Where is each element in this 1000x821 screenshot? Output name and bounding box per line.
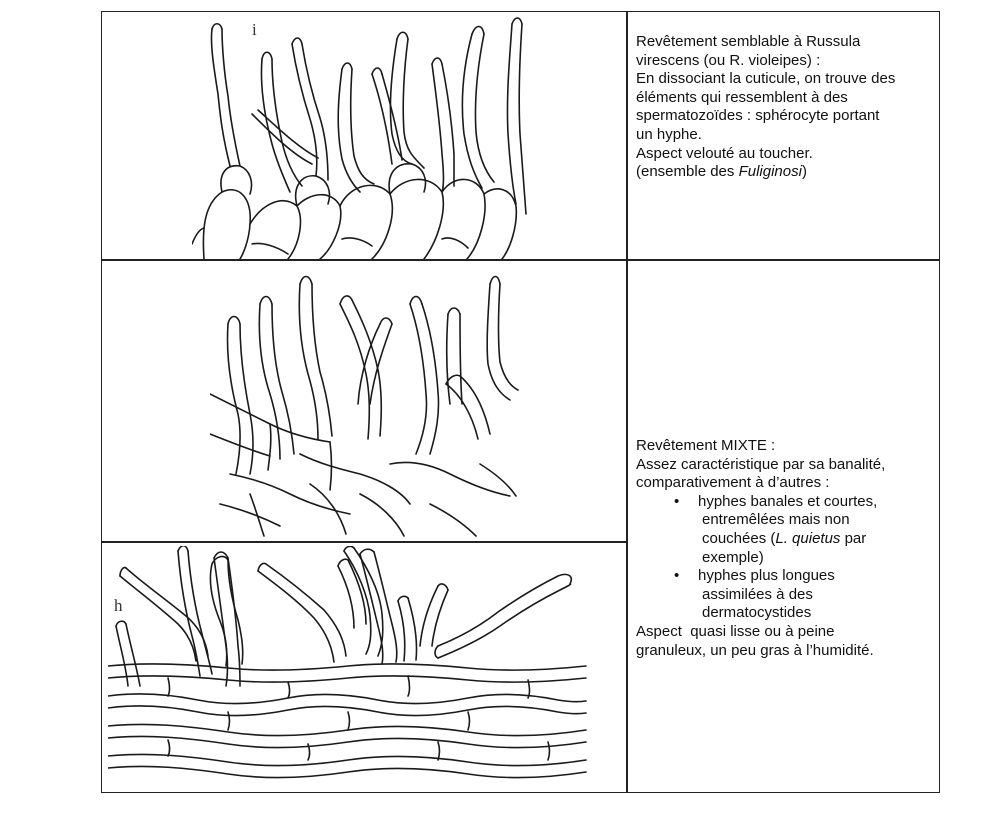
bullet-1-line-1: hyphes banales et courtes,: [698, 492, 878, 510]
row1-line-5: spermatozoïdes : sphérocyte portant: [636, 107, 880, 125]
figure-h-upright-hyphae: [116, 546, 448, 686]
row1-line-4: éléments qui ressemblent à des: [636, 88, 848, 106]
row1-line-7: Aspect velouté au toucher.: [636, 144, 813, 162]
l-quietus-italic: L. quietus: [775, 529, 841, 547]
figure-i-cells: [192, 164, 516, 259]
description-row-1: [636, 33, 936, 182]
bullet-1-line-2: entremêlées mais non: [702, 511, 850, 529]
bullet-item-1: [636, 493, 936, 567]
row2-intro-2: Assez caractéristique par sa banalité,: [636, 455, 886, 473]
bullet-2-line-1: hyphes plus longues: [698, 567, 835, 585]
row1-line-8: (ensemble des Fuliginosi): [636, 163, 807, 181]
row1-line-6: un hyphe.: [636, 125, 702, 143]
row2-intro-1: Revêtement MIXTE :: [636, 437, 776, 454]
row-divider-2-left: [101, 541, 627, 543]
row1-line-2: virescens (ou R. violeipes) :: [636, 51, 821, 69]
description-row-2: [636, 437, 936, 660]
row2-bullet-list: [636, 493, 936, 623]
figure-i-hyphae: [211, 18, 526, 214]
bullet-1-symbol: •: [674, 492, 680, 510]
bullet-2-line-2: assimilées à des: [702, 585, 813, 603]
row1-line-3: En dissociant la cuticule, on trouve des: [636, 70, 896, 88]
figure-h-label: h: [114, 596, 123, 615]
row2-outro-2: granuleux, un peu gras à l’humidité.: [636, 641, 874, 659]
figure-h-drawing: [108, 546, 588, 786]
figure-i-drawing: [192, 14, 537, 259]
bullet-1-line-4: exemple): [702, 548, 764, 566]
fuliginosi-italic: Fuliginosi: [738, 163, 802, 181]
figure-mixed-upper-drawing: [210, 264, 520, 539]
bullet-2-line-3: dermatocystides: [702, 604, 812, 622]
row-divider-1: [101, 259, 940, 261]
bullet-2-symbol: •: [674, 567, 680, 585]
figure-h-prostrate-layer: [108, 664, 586, 778]
row2-intro-3: comparativement à d’autres :: [636, 474, 830, 492]
figure-h-dermatocystides: [210, 549, 571, 666]
row2-outro-1: Aspect quasi lisse ou à peine: [636, 622, 835, 640]
figure-mixed-upper-hyphae: [210, 277, 518, 537]
bullet-item-2: [636, 567, 936, 623]
column-divider: [626, 11, 628, 793]
bullet-1-line-3: couchées (L. quietus par: [702, 529, 867, 547]
figure-i-label: i: [252, 20, 257, 39]
row1-line-1: Revêtement semblable à Russula: [636, 33, 861, 50]
